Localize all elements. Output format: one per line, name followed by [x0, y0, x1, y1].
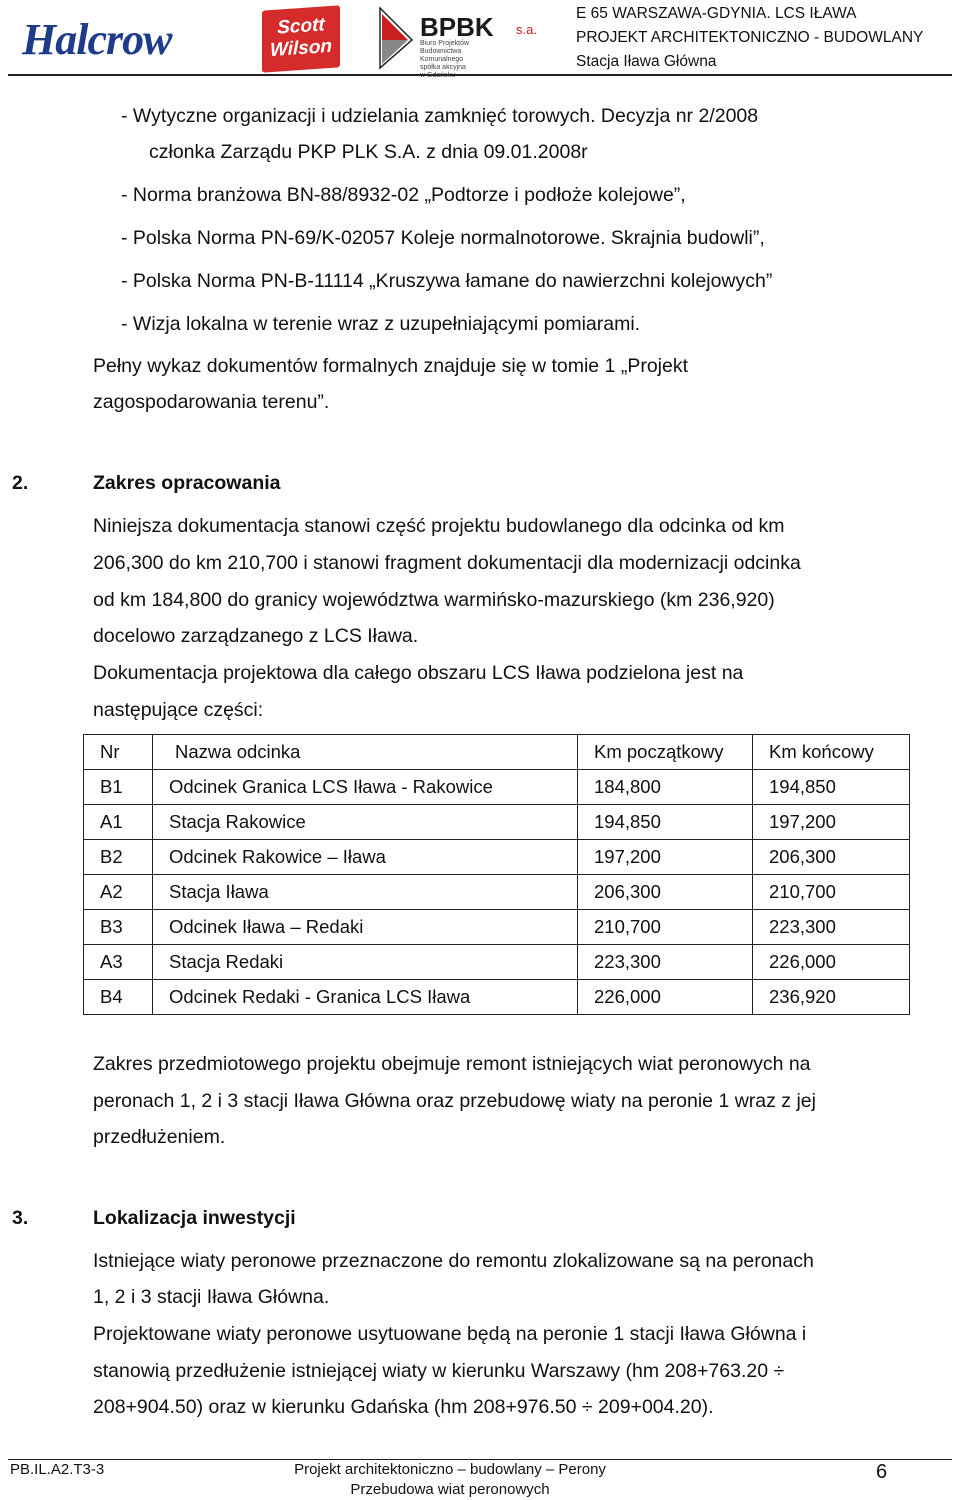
halcrow-logo: Halcrow	[22, 15, 172, 64]
table-cell: Odcinek Redaki - Granica LCS Iława	[153, 980, 578, 1015]
table-cell: B4	[84, 980, 153, 1015]
table-cell: 223,300	[578, 945, 753, 980]
section-2-title: Zakres opracowania	[93, 472, 281, 494]
table-cell: 223,300	[753, 910, 910, 945]
table-cell: 184,800	[578, 770, 753, 805]
list-item: członka Zarządu PKP PLK S.A. z dnia 09.01.2008r	[149, 141, 588, 163]
table-row	[84, 980, 910, 1015]
table-header-cell: Km końcowy	[753, 735, 910, 770]
footer-code: PB.IL.A2.T3-3	[10, 1461, 105, 1478]
table-cell: Odcinek Granica LCS Iława - Rakowice	[153, 770, 578, 805]
summary-line: Pełny wykaz dokumentów formalnych znajduje się w tomie 1 „Projekt	[93, 355, 689, 377]
section-3-title: Lokalizacja inwestycji	[93, 1207, 296, 1229]
header-line3: Stacja Iława Główna	[576, 53, 717, 70]
paragraph-line: Dokumentacja projektowa dla całego obszaru LCS Iława podzielona jest na	[93, 662, 744, 684]
table-cell: 194,850	[578, 805, 753, 840]
table-cell: B3	[84, 910, 153, 945]
list-item: - Wytyczne organizacji i udzielania zamknięć torowych. Decyzja nr 2/2008	[121, 105, 759, 127]
section-3-number: 3.	[12, 1207, 29, 1229]
list-item: - Polska Norma PN-69/K-02057 Koleje normalnotorowe. Skrajnia budowli”,	[121, 227, 765, 249]
header-divider	[8, 74, 952, 76]
table-header-row	[84, 735, 910, 770]
section-2-number: 2.	[12, 472, 29, 494]
header-info	[576, 2, 923, 74]
scott-wilson-logo-line2: Wilson	[269, 35, 333, 62]
table-row	[84, 840, 910, 875]
summary-line: zagospodarowania terenu”.	[93, 391, 330, 413]
paragraph-line: Istniejące wiaty peronowe przeznaczone do remontu zlokalizowane są na peronach	[93, 1250, 814, 1272]
bpbk-logo-subtitle: Biuro Projektów Budownictwa Komunalnego spółka akcyjna	[420, 40, 470, 71]
table-cell: B1	[84, 770, 153, 805]
table-row	[84, 875, 910, 910]
paragraph-line: 208+904.50) oraz w kierunku Gdańska (hm 208+976.50 ÷ 209+004.20).	[93, 1396, 714, 1418]
paragraph-line: od km 184,800 do granicy województwa warmińsko-mazurskiego (km 236,920)	[93, 589, 775, 611]
paragraph-line: 1, 2 i 3 stacji Iława Główna.	[93, 1286, 330, 1308]
table-row	[84, 910, 910, 945]
list-item: - Norma branżowa BN-88/8932-02 „Podtorze i podłoże kolejowe”,	[121, 184, 686, 206]
paragraph-line: Zakres przedmiotowego projektu obejmuje remont istniejących wiat peronowych na	[93, 1053, 811, 1075]
table-cell: Odcinek Rakowice – Iława	[153, 840, 578, 875]
table-cell: 236,920	[753, 980, 910, 1015]
table-cell: Stacja Iława	[153, 875, 578, 910]
header-line2: PROJEKT ARCHITEKTONICZNO - BUDOWLANY	[576, 29, 924, 46]
table-cell: 206,300	[578, 875, 753, 910]
footer-title-line2: Przebudowa wiat peronowych	[350, 1481, 550, 1498]
paragraph-line: przedłużeniem.	[93, 1126, 226, 1148]
table-row	[84, 770, 910, 805]
list-item: - Wizja lokalna w terenie wraz z uzupełniającymi pomiarami.	[121, 313, 641, 335]
table-cell: 210,700	[578, 910, 753, 945]
footer-title-line1: Projekt architektoniczno – budowlany – Perony	[294, 1461, 606, 1478]
table-cell: B2	[84, 840, 153, 875]
table-cell: Stacja Redaki	[153, 945, 578, 980]
scott-wilson-logo-line1: Scott	[277, 14, 325, 39]
table-cell: 210,700	[753, 875, 910, 910]
table-cell: A3	[84, 945, 153, 980]
table-cell: 226,000	[753, 945, 910, 980]
bpbk-logo-suffix: s.a.	[516, 22, 537, 37]
paragraph-line: następujące części:	[93, 699, 264, 721]
table-header-cell: Km początkowy	[578, 735, 753, 770]
list-item: - Polska Norma PN-B-11114 „Kruszywa łamane do nawierzchni kolejowych”	[121, 270, 773, 292]
table-cell: Odcinek Iława – Redaki	[153, 910, 578, 945]
paragraph-line: docelowo zarządzanego z LCS Iława.	[93, 625, 419, 647]
table-row	[84, 945, 910, 980]
table-cell: 206,300	[753, 840, 910, 875]
table-cell: 194,850	[753, 770, 910, 805]
table-cell: A1	[84, 805, 153, 840]
table-cell: 197,200	[753, 805, 910, 840]
table-cell: 226,000	[578, 980, 753, 1015]
paragraph-line: Niniejsza dokumentacja stanowi część projektu budowlanego dla odcinka od km	[93, 515, 785, 537]
paragraph-line: 206,300 do km 210,700 i stanowi fragment dokumentacji dla modernizacji odcinka	[93, 552, 801, 574]
footer-title	[240, 1460, 660, 1500]
table-cell: Stacja Rakowice	[153, 805, 578, 840]
table-cell: A2	[84, 875, 153, 910]
table-row	[84, 805, 910, 840]
table-cell: 197,200	[578, 840, 753, 875]
paragraph-line: peronach 1, 2 i 3 stacji Iława Główna oraz przebudowę wiaty na peronie 1 wraz z jej	[93, 1090, 816, 1112]
page-number: 6	[876, 1461, 888, 1483]
paragraph-line: stanowią przedłużenie istniejącej wiaty w kierunku Warszawy (hm 208+763.20 ÷	[93, 1360, 785, 1382]
sections-table	[83, 734, 910, 1015]
bpbk-flag-icon	[378, 6, 414, 70]
table-header-cell: Nazwa odcinka	[153, 735, 578, 770]
header-line1: E 65 WARSZAWA-GDYNIA. LCS IŁAWA	[576, 5, 857, 22]
scott-wilson-logo	[262, 5, 340, 72]
table-header-cell: Nr	[84, 735, 153, 770]
bpbk-logo: BPBK	[420, 12, 494, 42]
paragraph-line: Projektowane wiaty peronowe usytuowane będą na peronie 1 stacji Iława Główna i	[93, 1323, 807, 1345]
